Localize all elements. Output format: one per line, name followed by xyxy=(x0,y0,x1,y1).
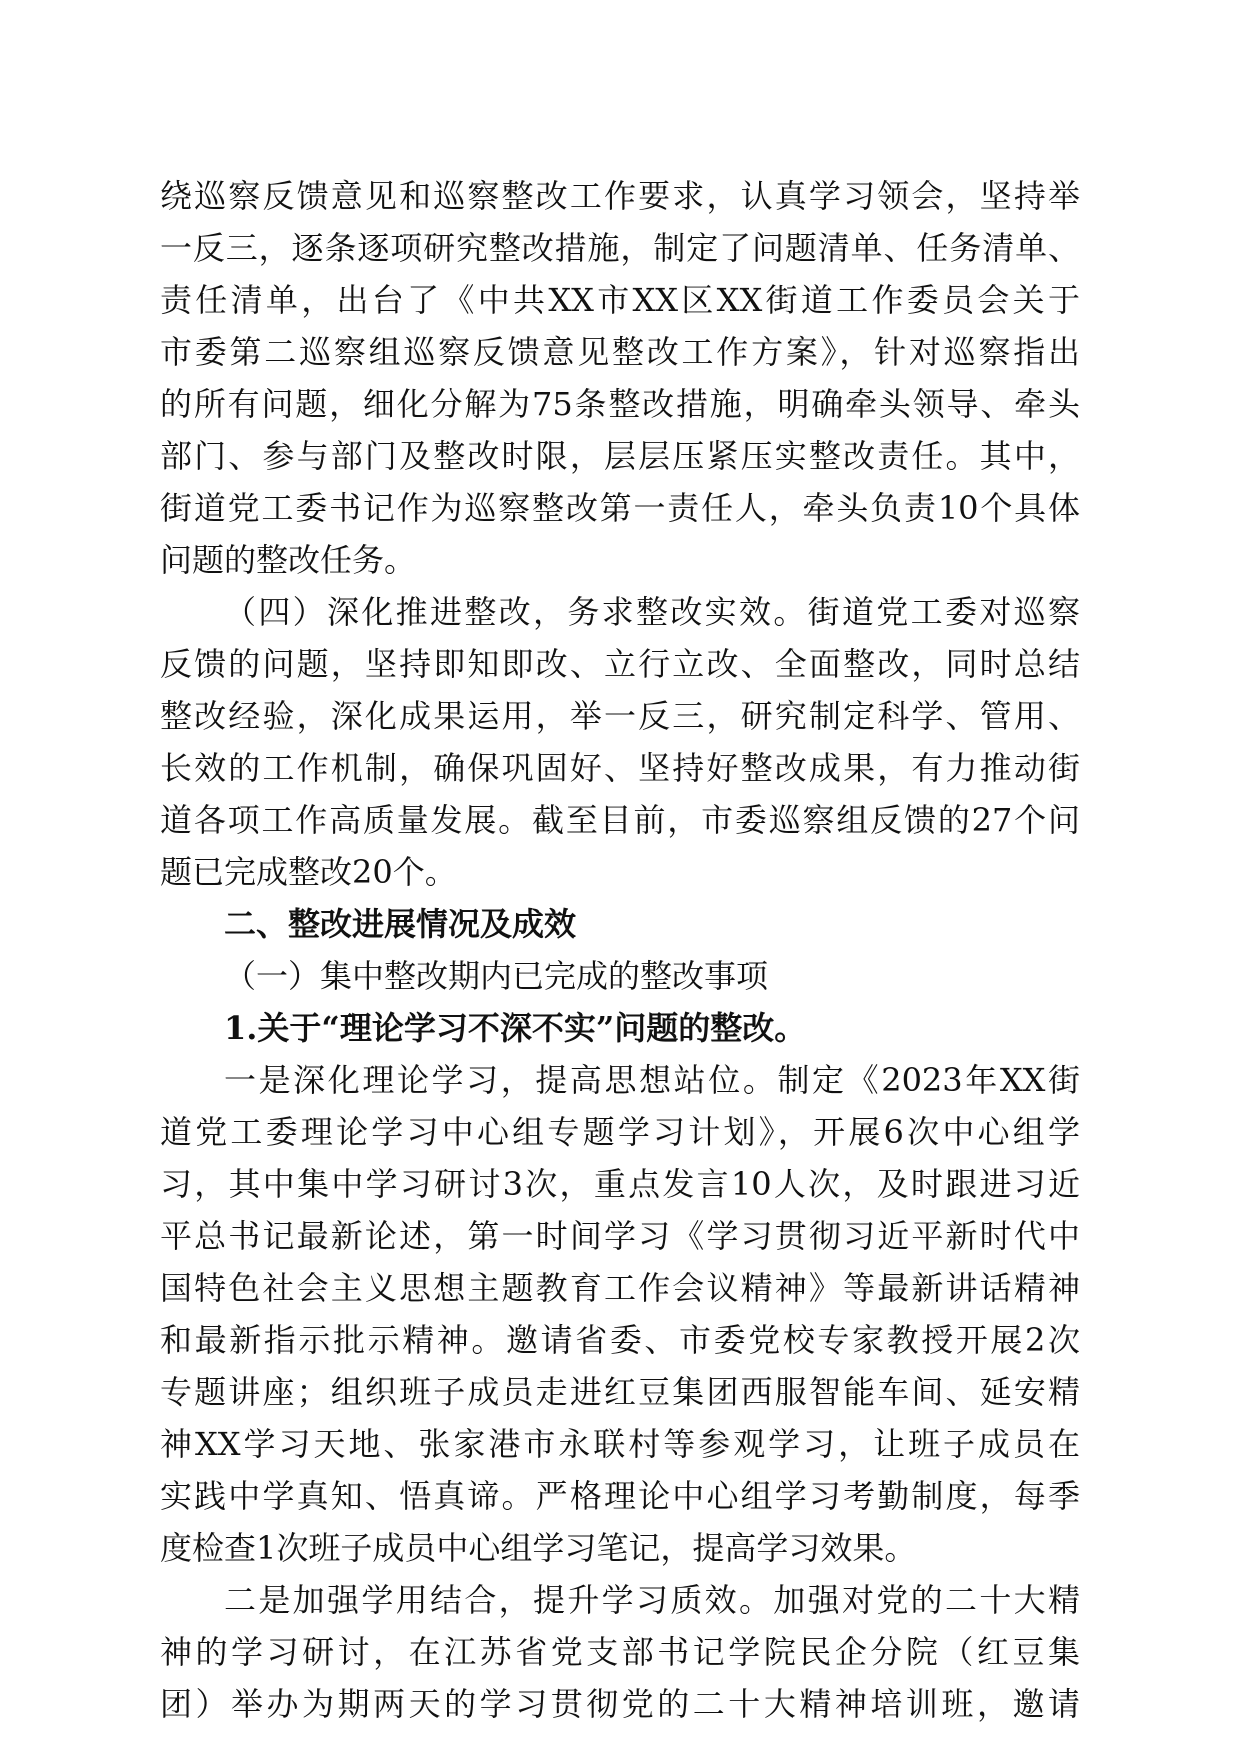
text-line: 题已完成整改20个。 xyxy=(160,853,457,891)
text-line: 专题讲座；组织班子成员走进红豆集团西服智能车间、延安精 xyxy=(160,1373,1080,1411)
text-line: 习，其中集中学习研讨3次，重点发言10人次，及时跟进习近 xyxy=(160,1165,1080,1203)
text-line: 街道党工委书记作为巡察整改第一责任人，牵头负责10个具体 xyxy=(160,489,1080,527)
subsection-heading: （一）集中整改期内已完成的整改事项 xyxy=(224,957,769,995)
text-line: 团）举办为期两天的学习贯彻党的二十大精神培训班，邀请 xyxy=(160,1685,1080,1723)
text-line: 市委第二巡察组巡察反馈意见整改工作方案》，针对巡察指出 xyxy=(160,333,1080,371)
text-line: （四）深化推进整改，务求整改实效。街道党工委对巡察 xyxy=(224,593,1080,631)
text-line: 国特色社会主义思想主题教育工作会议精神》等最新讲话精神 xyxy=(160,1269,1080,1307)
text-line: 绕巡察反馈意见和巡察整改工作要求，认真学习领会，坚持举 xyxy=(160,177,1080,215)
text-line: 的所有问题，细化分解为75条整改措施，明确牵头领导、牵头 xyxy=(160,385,1080,423)
text-line: 问题的整改任务。 xyxy=(160,541,417,579)
text-line: 实践中学真知、悟真谛。严格理论中心组学习考勤制度，每季 xyxy=(160,1477,1080,1515)
text-line: 度检查1次班子成员中心组学习笔记，提高学习效果。 xyxy=(160,1529,917,1567)
text-line: 责任清单，出台了《中共XX市XX区XX街道工作委员会关于 xyxy=(160,281,1080,319)
text-line: 部门、参与部门及整改时限，层层压紧压实整改责任。其中， xyxy=(160,437,1080,475)
text-line: 一是深化理论学习，提高思想站位。制定《2023年XX街 xyxy=(224,1061,1080,1099)
text-line: 道各项工作高质量发展。截至目前，市委巡察组反馈的27个问 xyxy=(160,801,1080,839)
text-line: 一反三，逐条逐项研究整改措施，制定了问题清单、任务清单、 xyxy=(160,229,1080,267)
text-line: 整改经验，深化成果运用，举一反三，研究制定科学、管用、 xyxy=(160,697,1080,735)
text-line: 平总书记最新论述，第一时间学习《学习贯彻习近平新时代中 xyxy=(160,1217,1080,1255)
text-line: 长效的工作机制，确保巩固好、坚持好整改成果，有力推动街 xyxy=(160,749,1080,787)
text-line: 和最新指示批示精神。邀请省委、市委党校专家教授开展2次 xyxy=(160,1321,1080,1359)
item-heading: 1.关于“理论学习不深不实”问题的整改。 xyxy=(224,1009,807,1047)
text-line: 二是加强学用结合，提升学习质效。加强对党的二十大精 xyxy=(224,1581,1080,1619)
text-line: 反馈的问题，坚持即知即改、立行立改、全面整改，同时总结 xyxy=(160,645,1080,683)
text-line: 神的学习研讨，在江苏省党支部书记学院民企分院（红豆集 xyxy=(160,1633,1080,1671)
section-heading: 二、整改进展情况及成效 xyxy=(224,905,577,943)
text-line: 神XX学习天地、张家港市永联村等参观学习，让班子成员在 xyxy=(160,1425,1080,1463)
text-line: 道党工委理论学习中心组专题学习计划》，开展6次中心组学 xyxy=(160,1113,1080,1151)
